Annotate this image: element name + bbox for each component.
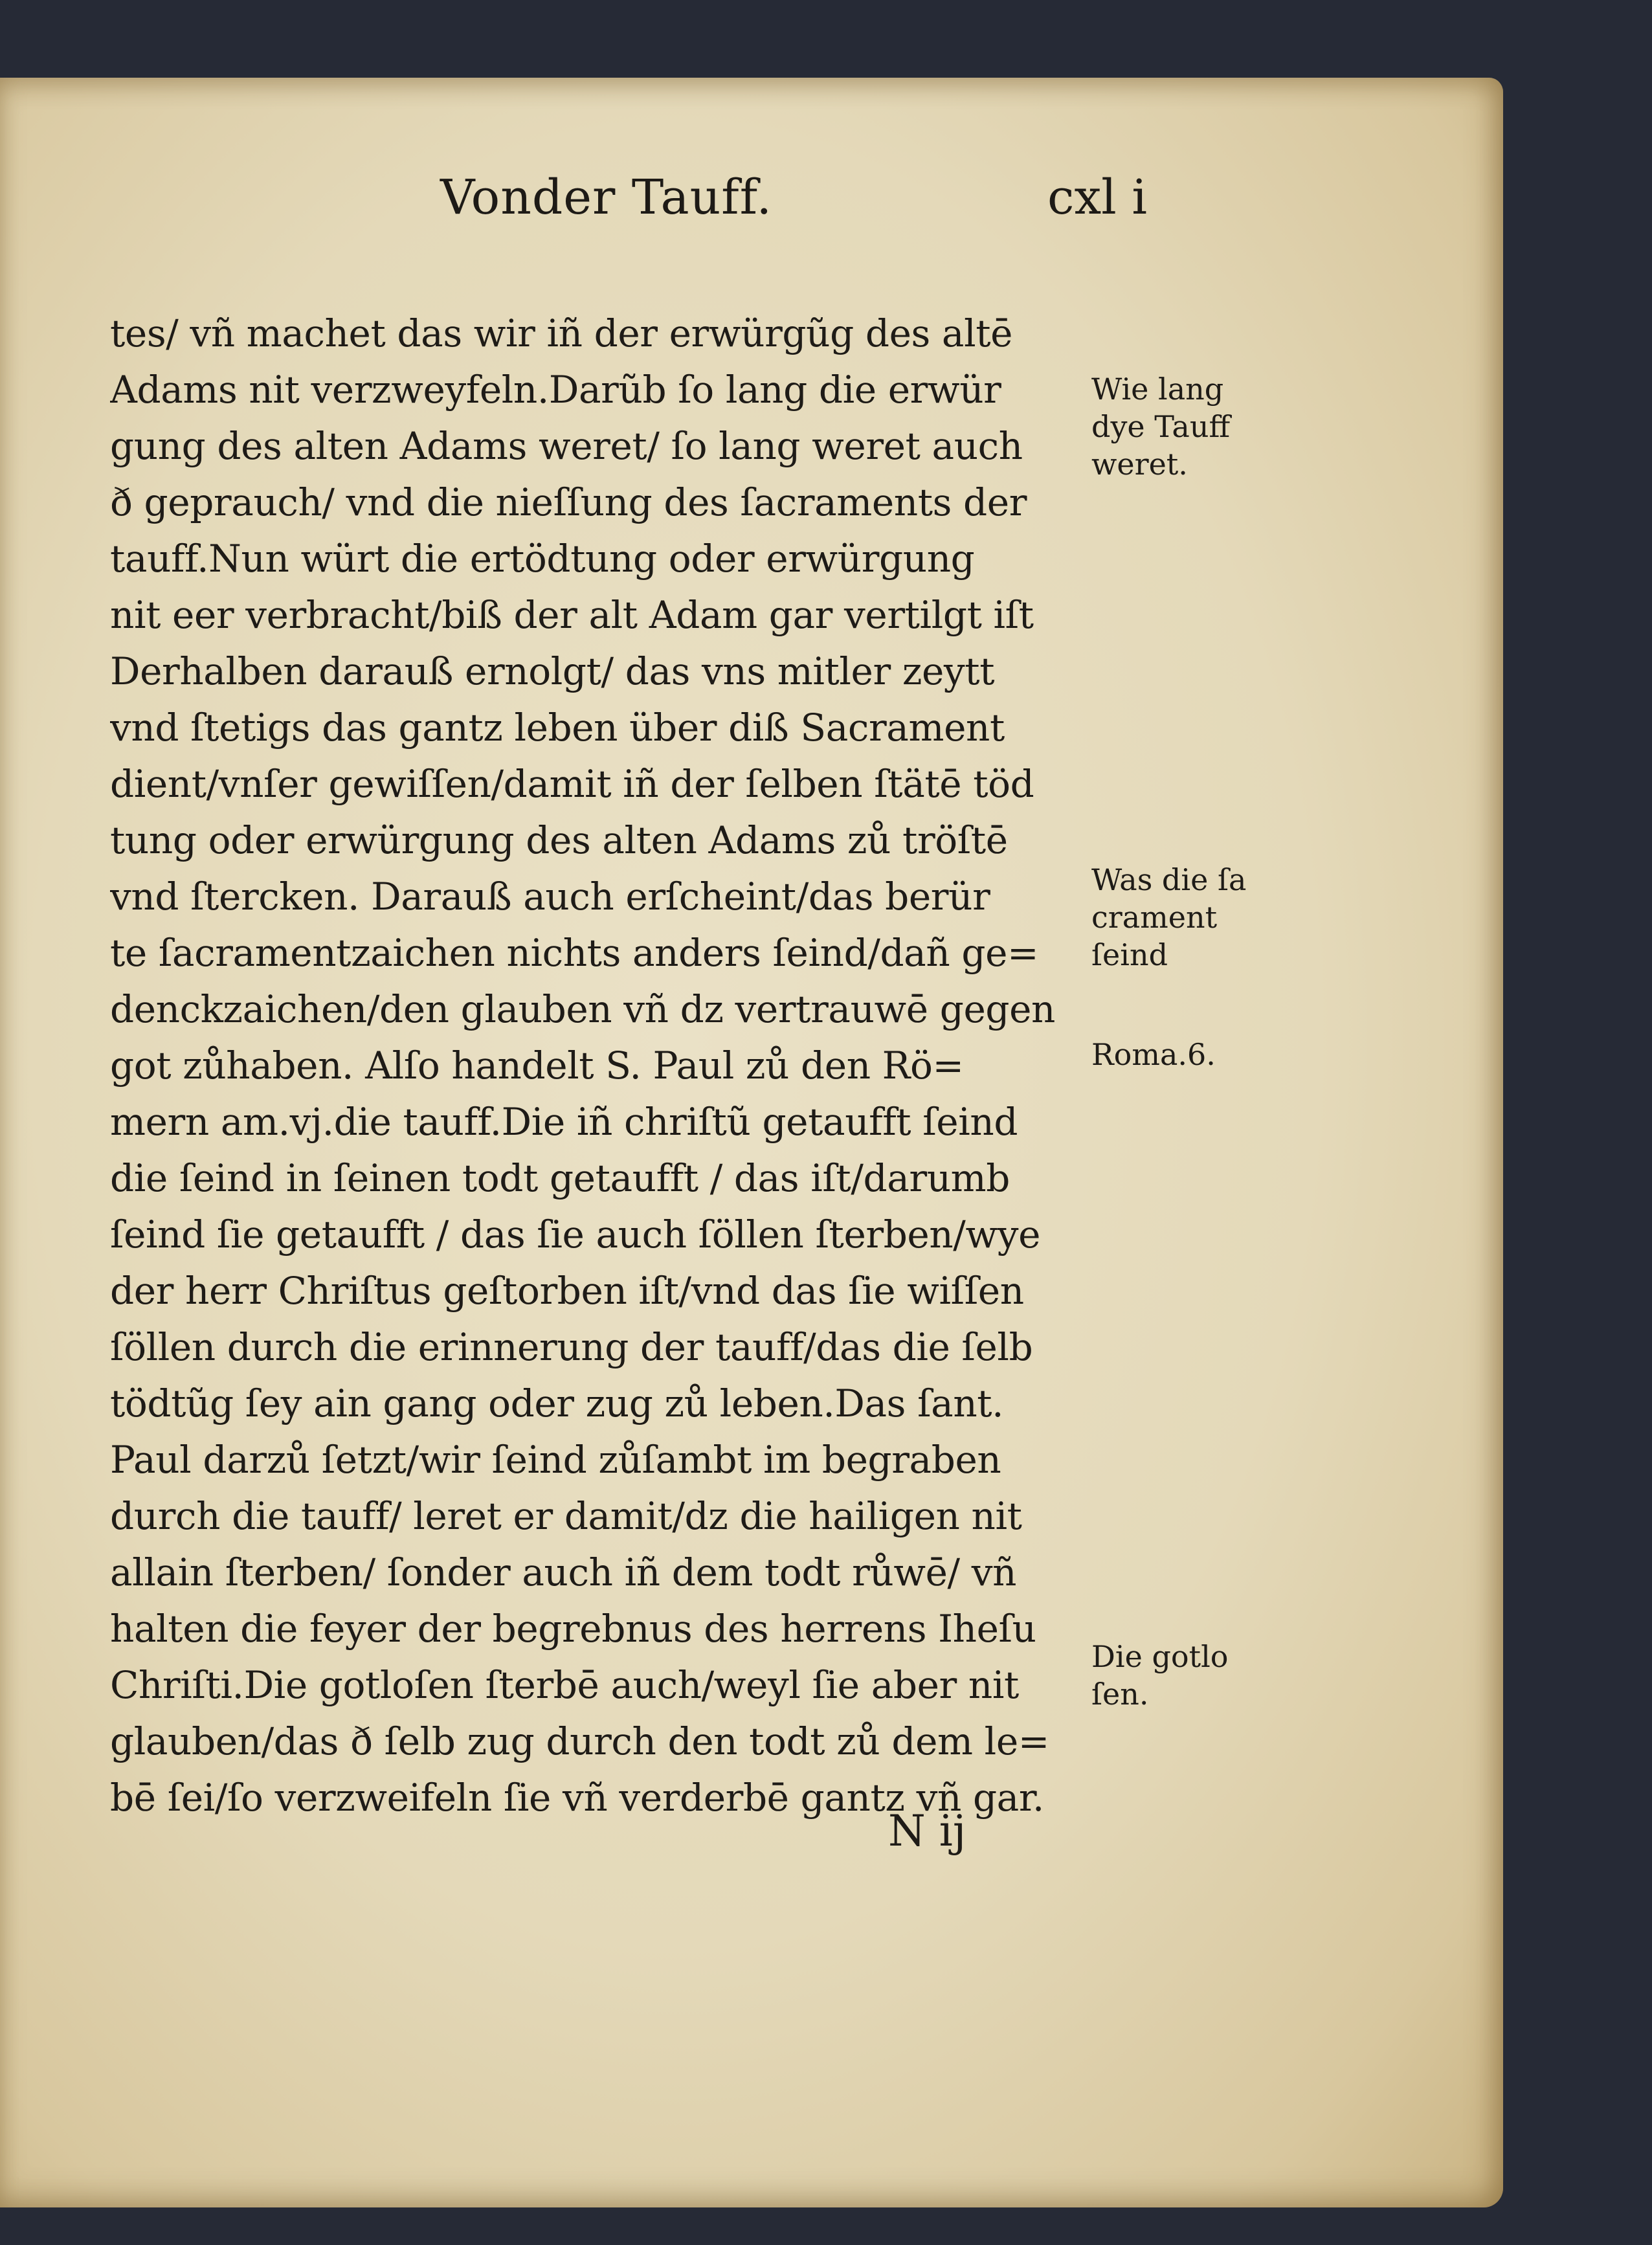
text-line: Derhalben darauß ernolgt/ das vns mitler zeytt <box>110 649 995 693</box>
text-line: halten die feyer der begrebnus des herrens Iheſu <box>110 1607 1036 1651</box>
text-line: te ſacramentzaichen nichts anders ſeind/dañ ge= <box>110 931 1039 975</box>
text-line: got zůhaben. Alſo handelt S. Paul zů den Rö= <box>110 1044 964 1088</box>
text-line: Paul darzů ſetzt/wir ſeind zůſambt im begraben <box>110 1438 1001 1482</box>
text-line: ſeind ſie getaufft / das ſie auch ſöllen ſterben/wye <box>110 1212 1040 1257</box>
margin-note-line: Wie lang <box>1091 372 1224 407</box>
text-line: ð geprauch/ vnd die nieſſung des ſacraments der <box>110 480 1027 524</box>
text-line: allain ſterben/ ſonder auch iñ dem todt růwē/ vñ <box>110 1550 1017 1594</box>
text-line: dient/vnſer gewiſſen/damit iñ der ſelben ſtätē töd <box>110 762 1034 806</box>
main-text-block <box>110 306 1094 1826</box>
running-head: Vonder Tauff. <box>440 170 772 225</box>
margin-note-line: Die gotlo <box>1091 1639 1229 1674</box>
margin-note-romans <box>1091 1036 1216 1073</box>
text-line: glauben/das ð ſelb zug durch den todt zů dem le= <box>110 1719 1049 1763</box>
text-line: der herr Chriſtus geſtorben iſt/vnd das ſie wiſſen <box>110 1269 1024 1313</box>
text-line: ſöllen durch die erinnerung der tauff/das die ſelb <box>110 1325 1033 1369</box>
text-line: mern am.vj.die tauff.Die iñ chriſtũ getaufft ſeind <box>110 1100 1018 1144</box>
page-header <box>0 150 1230 254</box>
text-line: tes/ vñ machet das wir iñ der erwürgũg des altē <box>110 311 1013 355</box>
text-line: vnd ſtercken. Darauß auch erſcheint/das berür <box>110 875 990 919</box>
margin-note-duration <box>1091 370 1230 483</box>
margin-note-line: Roma.6. <box>1091 1037 1216 1072</box>
text-line: gung des alten Adams weret/ ſo lang weret auch <box>110 424 1023 468</box>
margin-note-line: dye Tauff <box>1091 409 1231 444</box>
margin-note-line: Was die ſa <box>1091 862 1247 897</box>
text-line: vnd ſtetigs das gantz leben über diß Sacrament <box>110 706 1005 750</box>
text-line: bē ſei/ſo verzweifeln ſie vñ verderbē gantz vñ gar. <box>110 1776 1044 1820</box>
text-line: durch die tauff/ leret er damit/dz die hailigen nit <box>110 1494 1022 1538</box>
text-line: nit eer verbracht/biß der alt Adam gar vertilgt iſt <box>110 593 1034 637</box>
margin-note-line: ſen. <box>1091 1677 1149 1712</box>
text-line: tödtũg ſey ain gang oder zug zů leben.Das ſant. <box>110 1381 1004 1425</box>
margin-note-line: ſeind <box>1091 937 1168 972</box>
text-line: Chriſti.Die gotloſen ſterbē auch/weyl ſie aber nit <box>110 1663 1019 1707</box>
text-line: tung oder erwürgung des alten Adams zů tröſtē <box>110 818 1008 862</box>
text-line: Adams nit verzweyfeln.Darũb ſo lang die erwür <box>110 368 1001 412</box>
margin-note-sacraments <box>1091 861 1246 974</box>
signature-mark: N ij <box>888 1806 966 1856</box>
margin-note-line: weret. <box>1091 447 1188 482</box>
text-line: denckzaichen/den glauben vñ dz vertrauwē gegen <box>110 987 1056 1031</box>
margin-note-godless <box>1091 1638 1228 1713</box>
text-line: tauff.Nun würt die ertödtung oder erwürgung <box>110 537 975 581</box>
text-line: die ſeind in ſeinen todt getaufft / das iſt/darumb <box>110 1156 1010 1200</box>
margin-note-line: crament <box>1091 900 1218 935</box>
folio-number: cxl i <box>1047 170 1148 225</box>
